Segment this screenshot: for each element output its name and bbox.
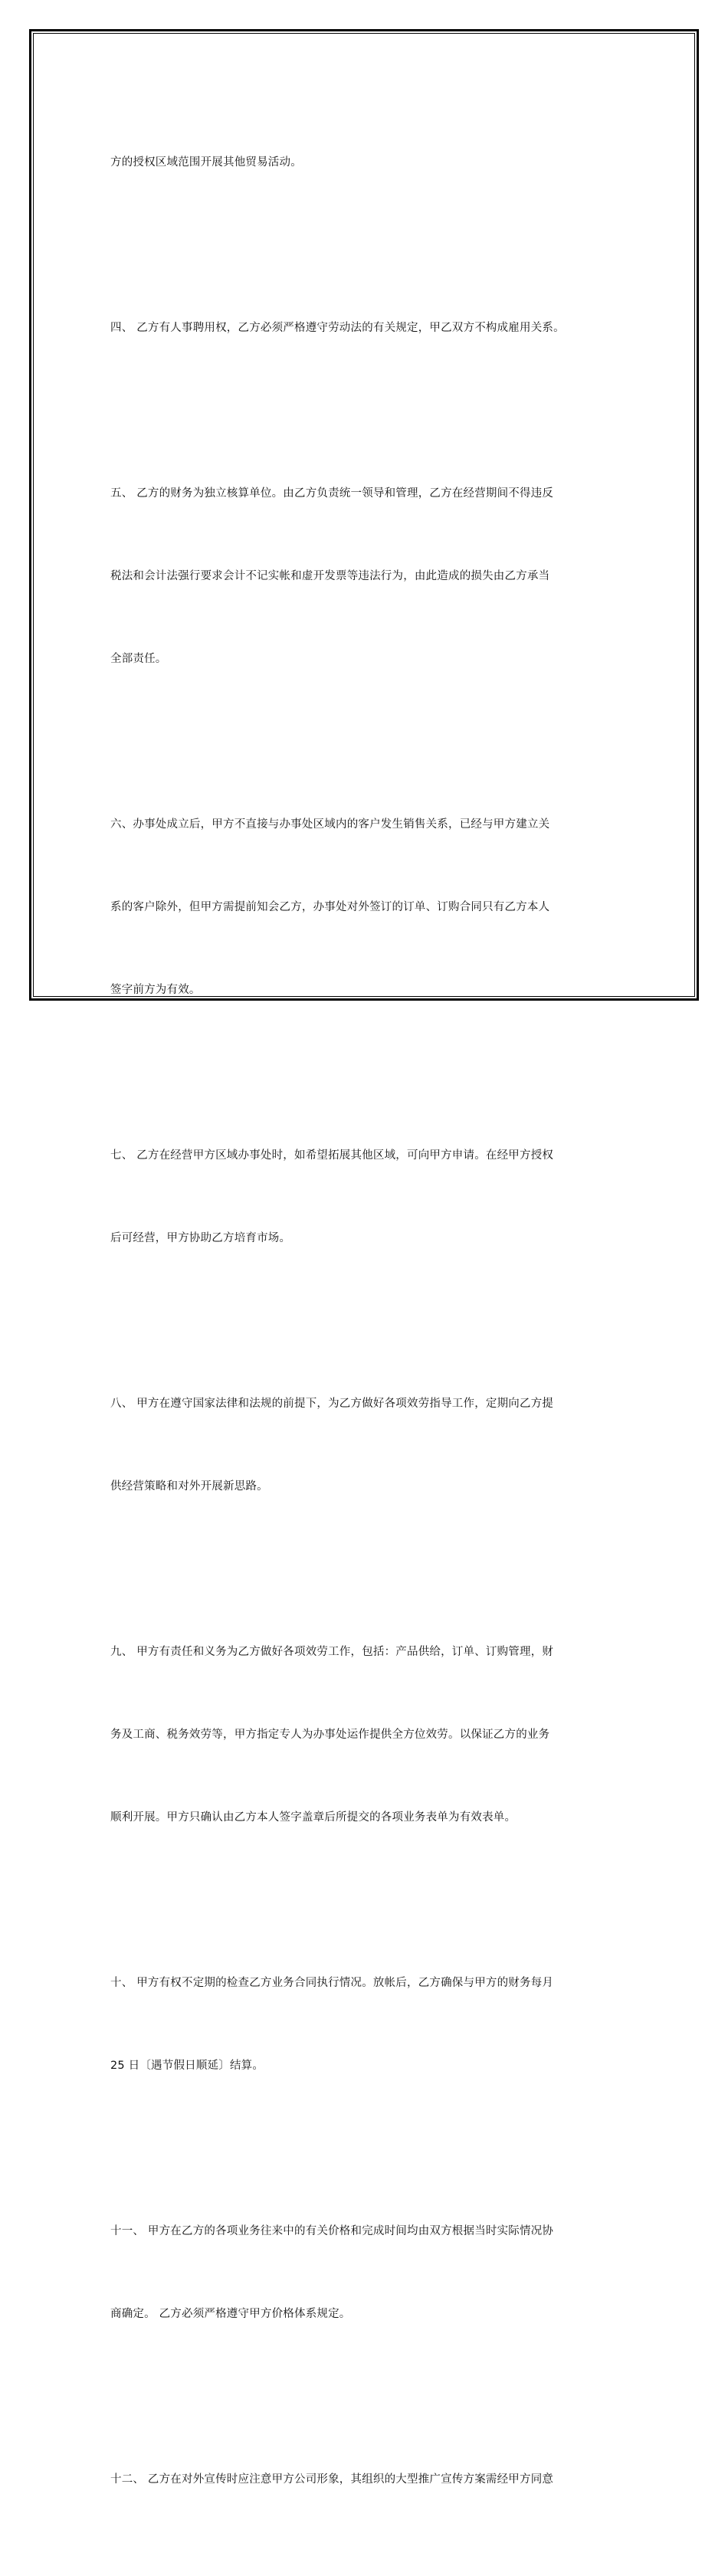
text-line: 务及工商、税务效劳等，甲方指定专人为办事处运作提供全方位效劳。以保证乙方的业务 xyxy=(110,1729,550,1741)
text-line: 六、办事处成立后，甲方不直接与办事处区域内的客户发生销售关系，已经与甲方建立关 xyxy=(110,818,550,831)
clause-6 xyxy=(110,755,625,1059)
text-line: 九、 甲方有责任和义务为乙方做好各项效劳工作，包括：产品供给，订单、订购管理，财 xyxy=(110,1646,554,1658)
text-line: 五、 乙方的财务为独立核算单位。由乙方负责统一领导和管理，乙方在经营期间不得违反 xyxy=(110,487,554,500)
text-line: 八、 甲方在遵守国家法律和法规的前提下，为乙方做好各项效劳指导工作，定期向乙方提 xyxy=(110,1398,554,1410)
clause-4 xyxy=(110,259,625,397)
text-line: 十、 甲方有权不定期的检查乙方业务合同执行情况。放帐后，乙方确保与甲方的财务每月 xyxy=(110,1977,554,1989)
paragraph-continuation xyxy=(110,93,625,231)
text-line: 签字前方为有效。 xyxy=(110,984,201,996)
text-line: 供经营策略和对外开展新思路。 xyxy=(110,1480,268,1493)
text-line: 25 日〔遇节假日顺延〕结算。 xyxy=(110,2060,264,2072)
text-line: 后可经营，甲方协助乙方培育市场。 xyxy=(110,1232,291,1244)
text-line: 系的客户除外，但甲方需提前知会乙方，办事处对外签订的订单、订购合同只有乙方本人 xyxy=(110,901,550,913)
clause-11 xyxy=(110,2162,625,2383)
text-line: 商确定。 乙方必须严格遵守甲方价格体系规定。 xyxy=(110,2308,351,2320)
clause-12 xyxy=(110,2410,625,2548)
text-line: 方的授权区域范围开展其他贸易活动。 xyxy=(110,156,302,169)
text-line: 七、 乙方在经营甲方区域办事处时，如希望拓展其他区域，可向甲方申请。在经甲方授权 xyxy=(110,1149,554,1162)
text-line: 十一、 甲方在乙方的各项业务往来中的有关价格和完成时间均由双方根据当时实际情况协 xyxy=(110,2225,554,2237)
clause-10 xyxy=(110,1914,625,2135)
clause-8 xyxy=(110,1335,625,1555)
clause-5 xyxy=(110,424,625,728)
text-line: 税法和会计法强行要求会计不记实帐和虚开发票等违法行为，由此造成的损失由乙方承当 xyxy=(110,570,550,582)
text-line: 顺利开展。甲方只确认由乙方本人签字盖章后所提交的各项业务表单为有效表单。 xyxy=(110,1811,516,1824)
document-body xyxy=(110,93,625,2576)
text-line: 十二、 乙方在对外宣传时应注意甲方公司形象，其组织的大型推广宣传方案需经甲方同意 xyxy=(110,2473,554,2486)
text-line: 全部责任。 xyxy=(110,653,167,665)
text-line: 四、 乙方有人事聘用权，乙方必须严格遵守劳动法的有关规定，甲乙双方不构成雇用关系。 xyxy=(110,322,565,334)
clause-9 xyxy=(110,1583,625,1886)
clause-7 xyxy=(110,1086,625,1307)
